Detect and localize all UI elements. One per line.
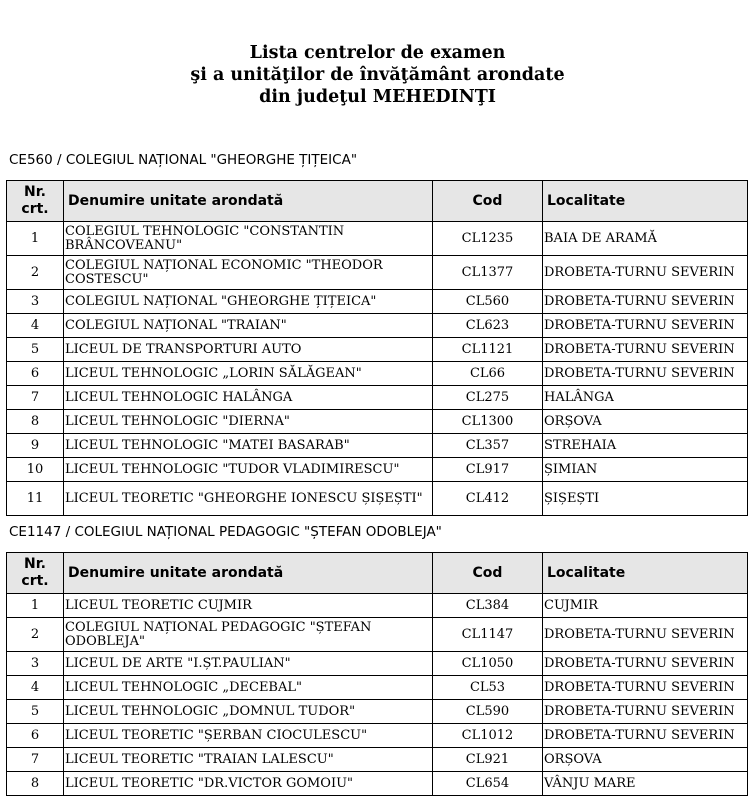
row-locality: DROBETA-TURNU SEVERIN [543,700,748,724]
table-row [7,482,748,516]
row-nr: 3 [7,290,64,314]
table-header-row [7,181,748,222]
table-row [7,256,748,290]
row-nr: 5 [7,700,64,724]
row-nr: 5 [7,338,64,362]
row-nr: 2 [7,618,64,652]
row-code: CL921 [433,748,543,772]
row-unit-name: LICEUL DE TRANSPORTURI AUTO [64,338,433,362]
table-row [7,410,748,434]
row-locality: DROBETA-TURNU SEVERIN [543,362,748,386]
header-unit-name: Denumire unitate arondată [64,181,433,222]
row-code: CL1147 [433,618,543,652]
row-locality: DROBETA-TURNU SEVERIN [543,724,748,748]
title-line-1: Lista centrelor de examen [249,43,506,63]
row-nr: 8 [7,772,64,796]
table-row [7,434,748,458]
row-locality: DROBETA-TURNU SEVERIN [543,338,748,362]
row-nr: 7 [7,748,64,772]
row-locality: DROBETA-TURNU SEVERIN [543,314,748,338]
row-nr: 6 [7,724,64,748]
row-nr: 2 [7,256,64,290]
exam-center-heading: CE1147 / COLEGIUL NAȚIONAL PEDAGOGIC "ȘTEFAN ODOBLEJA" [9,524,442,540]
row-locality: STREHAIA [543,434,748,458]
row-nr: 10 [7,458,64,482]
title-line-3: din judeţul MEHEDINŢI [259,87,496,107]
row-unit-name: LICEUL TEHNOLOGIC "MATEI BASARAB" [64,434,433,458]
header-locality: Localitate [543,181,748,222]
row-code: CL560 [433,290,543,314]
row-code: CL384 [433,594,543,618]
header-nr-crt: Nr. crt. [7,553,64,594]
school-table [6,180,748,516]
row-nr: 11 [7,482,64,516]
row-unit-name: COLEGIUL NAȚIONAL ECONOMIC "THEODOR COSTESCU" [64,256,433,290]
header-nr-crt: Nr. crt. [7,181,64,222]
row-code: CL1050 [433,652,543,676]
row-locality: BAIA DE ARAMĂ [543,222,748,256]
table-row [7,676,748,700]
table-row [7,222,748,256]
header-code: Cod [433,553,543,594]
row-nr: 7 [7,386,64,410]
row-unit-name: LICEUL TEHNOLOGIC HALÂNGA [64,386,433,410]
row-nr: 4 [7,676,64,700]
row-locality: DROBETA-TURNU SEVERIN [543,256,748,290]
row-nr: 4 [7,314,64,338]
row-unit-name: LICEUL TEHNOLOGIC „DECEBAL" [64,676,433,700]
row-code: CL66 [433,362,543,386]
row-unit-name: LICEUL TEHNOLOGIC „DOMNUL TUDOR" [64,700,433,724]
table-row [7,772,748,796]
row-locality: ORȘOVA [543,410,748,434]
row-unit-name: COLEGIUL TEHNOLOGIC "CONSTANTIN BRÂNCOVEANU" [64,222,433,256]
row-unit-name: COLEGIUL NAȚIONAL "GHEORGHE ȚIȚEICA" [64,290,433,314]
table-row [7,338,748,362]
row-code: CL275 [433,386,543,410]
row-locality: DROBETA-TURNU SEVERIN [543,618,748,652]
row-unit-name: LICEUL TEORETIC CUJMIR [64,594,433,618]
row-code: CL917 [433,458,543,482]
title-line-2: şi a unităţilor de învăţământ arondate [190,65,565,85]
table-row [7,748,748,772]
row-locality: VÂNJU MARE [543,772,748,796]
header-unit-name: Denumire unitate arondată [64,553,433,594]
row-code: CL357 [433,434,543,458]
table-row [7,724,748,748]
row-nr: 8 [7,410,64,434]
row-locality: DROBETA-TURNU SEVERIN [543,676,748,700]
row-locality: ORȘOVA [543,748,748,772]
row-locality: ȘIȘEȘTI [543,482,748,516]
row-unit-name: LICEUL TEORETIC "TRAIAN LALESCU" [64,748,433,772]
row-locality: HALÂNGA [543,386,748,410]
row-unit-name: LICEUL TEORETIC "ȘERBAN CIOCULESCU" [64,724,433,748]
header-locality: Localitate [543,553,748,594]
row-unit-name: LICEUL DE ARTE "I.ȘT.PAULIAN" [64,652,433,676]
table-row [7,652,748,676]
table-row [7,458,748,482]
page-title [0,42,755,108]
row-unit-name: LICEUL TEHNOLOGIC "DIERNA" [64,410,433,434]
table-row [7,594,748,618]
header-code: Cod [433,181,543,222]
row-code: CL1235 [433,222,543,256]
row-code: CL53 [433,676,543,700]
row-code: CL623 [433,314,543,338]
row-nr: 9 [7,434,64,458]
row-code: CL1377 [433,256,543,290]
school-table [6,552,748,796]
row-unit-name: LICEUL TEORETIC "DR.VICTOR GOMOIU" [64,772,433,796]
row-locality: DROBETA-TURNU SEVERIN [543,652,748,676]
table-row [7,314,748,338]
table-row [7,362,748,386]
row-locality: DROBETA-TURNU SEVERIN [543,290,748,314]
row-code: CL1300 [433,410,543,434]
table-header-row [7,553,748,594]
row-code: CL590 [433,700,543,724]
table-row [7,618,748,652]
row-nr: 1 [7,594,64,618]
row-code: CL1121 [433,338,543,362]
row-nr: 1 [7,222,64,256]
row-unit-name: LICEUL TEORETIC "GHEORGHE IONESCU ȘIȘEȘTI" [64,482,433,516]
table-row [7,290,748,314]
row-code: CL654 [433,772,543,796]
table-row [7,386,748,410]
row-nr: 3 [7,652,64,676]
row-nr: 6 [7,362,64,386]
row-locality: ȘIMIAN [543,458,748,482]
row-unit-name: COLEGIUL NAȚIONAL "TRAIAN" [64,314,433,338]
row-unit-name: LICEUL TEHNOLOGIC "TUDOR VLADIMIRESCU" [64,458,433,482]
row-locality: CUJMIR [543,594,748,618]
row-code: CL1012 [433,724,543,748]
row-unit-name: COLEGIUL NAȚIONAL PEDAGOGIC "ȘTEFAN ODOBLEJA" [64,618,433,652]
row-code: CL412 [433,482,543,516]
exam-center-heading: CE560 / COLEGIUL NAȚIONAL "GHEORGHE ȚIȚEICA" [9,152,358,168]
row-unit-name: LICEUL TEHNOLOGIC „LORIN SĂLĂGEAN" [64,362,433,386]
table-row [7,700,748,724]
